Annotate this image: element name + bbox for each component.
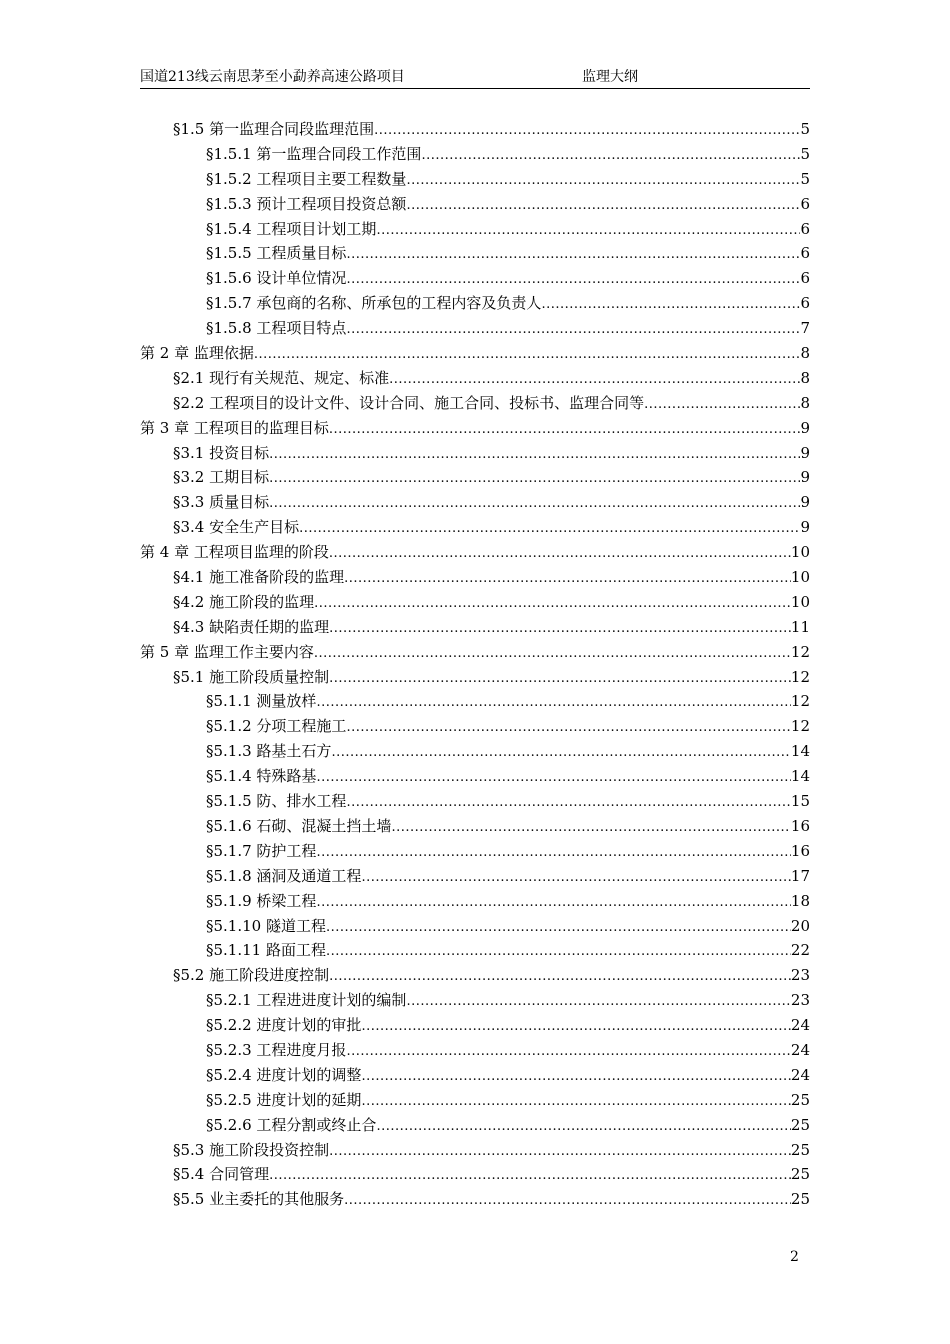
toc-dot-leader [329, 665, 791, 692]
toc-entry-label: §5.2.2 进度计划的审批 [206, 1016, 362, 1035]
toc-dot-leader [299, 515, 800, 542]
toc-dot-leader [376, 1113, 790, 1140]
toc-dot-leader [269, 441, 800, 468]
toc-dot-leader [406, 988, 790, 1015]
toc-entry-page-number: 6 [800, 244, 810, 263]
toc-dot-leader [346, 1038, 790, 1065]
toc-entry[interactable] [140, 839, 810, 864]
toc-dot-leader [316, 839, 790, 866]
toc-entry-page-number: 24 [790, 1065, 810, 1084]
toc-entry-label: §1.5 第一监理合同段监理范围 [173, 120, 375, 138]
toc-entry-page-number: 25 [790, 1140, 810, 1159]
toc-entry-page-number: 23 [790, 991, 810, 1010]
toc-dot-leader [316, 764, 790, 791]
toc-dot-leader [644, 391, 800, 418]
toc-entry-label: §1.5.4 工程项目计划工期 [206, 219, 377, 238]
toc-entry-label: §1.5.6 设计单位情况 [206, 269, 347, 288]
toc-dot-leader [344, 565, 791, 592]
toc-entry[interactable] [140, 988, 810, 1013]
toc-entry-label: §5.2.3 工程进度月报 [206, 1040, 347, 1059]
toc-entry[interactable] [140, 416, 810, 441]
toc-entry[interactable] [140, 864, 810, 889]
toc-dot-leader [389, 366, 800, 393]
toc-dot-leader [329, 540, 791, 567]
toc-dot-leader [361, 1013, 790, 1040]
toc-entry-page-number: 22 [790, 941, 810, 960]
toc-entry-label: §5.4 合同管理 [173, 1165, 270, 1184]
toc-dot-leader [269, 1162, 791, 1189]
toc-entry-page-number: 14 [790, 767, 810, 786]
toc-entry-label: §5.1.8 涵洞及通道工程 [206, 866, 362, 885]
toc-entry-label: §5.5 业主委托的其他服务 [173, 1190, 345, 1209]
toc-entry-label: §5.2.5 进度计划的延期 [206, 1090, 362, 1109]
toc-entry-page-number: 8 [800, 393, 810, 412]
toc-entry[interactable] [140, 391, 810, 416]
toc-dot-leader [329, 1138, 791, 1165]
toc-dot-leader [314, 640, 791, 667]
toc-entry-label: §5.1 施工阶段质量控制 [173, 667, 330, 686]
toc-entry-label: §1.5.2 工程项目主要工程数量 [206, 169, 407, 188]
toc-entry[interactable] [140, 341, 810, 366]
toc-entry[interactable] [140, 714, 810, 739]
toc-entry-page-number: 10 [790, 543, 810, 562]
toc-entry-label: §5.1.7 防护工程 [206, 841, 317, 860]
toc-entry-page-number: 5 [800, 120, 810, 138]
toc-entry[interactable] [140, 1063, 810, 1088]
toc-entry-label: §5.1.11 路面工程 [206, 941, 326, 960]
toc-entry[interactable] [140, 291, 810, 316]
toc-entry[interactable] [140, 914, 810, 939]
header-document-title: 监理大纲 [582, 69, 638, 85]
toc-entry[interactable] [140, 490, 810, 515]
toc-entry[interactable] [140, 366, 810, 391]
toc-dot-leader [269, 490, 800, 517]
toc-entry[interactable] [140, 167, 810, 192]
toc-entry-label: §5.1.10 隧道工程 [206, 916, 326, 935]
toc-entry-page-number: 20 [790, 916, 810, 935]
toc-entry-label: §5.1.9 桥梁工程 [206, 891, 317, 910]
toc-entry-label: 第 4 章 工程项目监理的阶段 [140, 543, 329, 562]
toc-dot-leader [361, 1088, 790, 1115]
toc-entry-page-number: 6 [800, 219, 810, 238]
toc-entry-label: §1.5.3 预计工程项目投资总额 [206, 194, 407, 213]
toc-entry-label: §5.1.1 测量放样 [206, 692, 317, 711]
toc-entry-page-number: 14 [790, 742, 810, 761]
toc-entry-page-number: 6 [800, 294, 810, 313]
toc-entry[interactable] [140, 192, 810, 217]
toc-dot-leader [326, 938, 791, 965]
toc-entry-page-number: 25 [790, 1190, 810, 1209]
toc-entry-label: §5.3 施工阶段投资控制 [173, 1140, 330, 1159]
toc-entry-label: §5.1.5 防、排水工程 [206, 792, 347, 811]
toc-entry-label: 第 3 章 工程项目的监理目标 [140, 418, 329, 437]
toc-entry[interactable] [140, 764, 810, 789]
toc-entry[interactable] [140, 889, 810, 914]
toc-entry[interactable] [140, 1113, 810, 1138]
toc-entry[interactable] [140, 1138, 810, 1163]
toc-entry[interactable] [140, 316, 810, 341]
toc-entry-page-number: 9 [800, 418, 810, 437]
toc-dot-leader [329, 615, 791, 642]
toc-entry-page-number: 9 [800, 518, 810, 537]
toc-dot-leader [374, 117, 800, 144]
toc-dot-leader [326, 914, 791, 941]
toc-dot-leader [346, 266, 800, 293]
toc-entry-label: §5.1.3 路基土石方 [206, 742, 332, 761]
toc-entry-page-number: 16 [790, 841, 810, 860]
toc-entry-page-number: 25 [790, 1090, 810, 1109]
toc-entry-label: §5.2.4 进度计划的调整 [206, 1065, 362, 1084]
toc-dot-leader [346, 241, 800, 268]
toc-entry[interactable] [140, 565, 810, 590]
toc-entry-label: §4.1 施工准备阶段的监理 [173, 568, 345, 587]
toc-entry-page-number: 5 [800, 169, 810, 188]
toc-dot-leader [329, 963, 791, 990]
toc-dot-leader [421, 142, 800, 169]
toc-entry-label: 第 2 章 监理依据 [140, 344, 254, 363]
toc-dot-leader [361, 1063, 790, 1090]
toc-entry[interactable] [140, 515, 810, 540]
toc-dot-leader [406, 167, 800, 194]
toc-entry[interactable] [140, 665, 810, 690]
toc-entry[interactable] [140, 1162, 810, 1187]
toc-entry[interactable] [140, 615, 810, 640]
toc-entry-page-number: 23 [790, 966, 810, 985]
toc-entry[interactable] [140, 689, 810, 714]
toc-entry-label: §1.5.8 工程项目特点 [206, 319, 347, 338]
toc-entry-page-number: 24 [790, 1040, 810, 1059]
table-of-contents [140, 117, 810, 1212]
toc-entry-page-number: 25 [790, 1165, 810, 1184]
toc-entry-page-number: 18 [790, 891, 810, 910]
page-header [140, 66, 810, 89]
toc-entry-label: §3.1 投资目标 [173, 443, 270, 462]
toc-entry-label: §3.3 质量目标 [173, 493, 270, 512]
toc-entry-label: §1.5.7 承包商的名称、所承包的工程内容及负责人 [206, 294, 542, 313]
toc-entry-page-number: 16 [790, 816, 810, 835]
toc-entry[interactable] [140, 142, 810, 167]
toc-dot-leader [331, 739, 790, 766]
toc-entry-label: §5.1.2 分项工程施工 [206, 717, 347, 736]
toc-entry[interactable] [140, 1088, 810, 1113]
toc-entry-label: §5.1.4 特殊路基 [206, 767, 317, 786]
toc-entry-page-number: 17 [790, 866, 810, 885]
toc-entry[interactable] [140, 241, 810, 266]
toc-entry-page-number: 10 [790, 592, 810, 611]
toc-dot-leader [391, 814, 790, 841]
toc-dot-leader [541, 291, 800, 318]
toc-entry-page-number: 10 [790, 568, 810, 587]
toc-dot-leader [254, 341, 801, 368]
toc-dot-leader [376, 217, 800, 244]
toc-entry-label: §5.2.1 工程进进度计划的编制 [206, 991, 407, 1010]
toc-dot-leader [344, 1187, 791, 1214]
toc-dot-leader [361, 864, 790, 891]
toc-entry-page-number: 9 [800, 468, 810, 487]
toc-entry-page-number: 12 [790, 642, 810, 661]
toc-entry-label: §1.5.5 工程质量目标 [206, 244, 347, 263]
toc-entry[interactable] [140, 1013, 810, 1038]
toc-entry-page-number: 7 [800, 319, 810, 338]
toc-entry[interactable] [140, 590, 810, 615]
toc-entry-label: §3.4 安全生产目标 [173, 518, 300, 537]
toc-entry[interactable] [140, 266, 810, 291]
toc-entry[interactable] [140, 963, 810, 988]
toc-entry[interactable] [140, 789, 810, 814]
toc-dot-leader [406, 192, 800, 219]
toc-dot-leader [346, 316, 800, 343]
toc-dot-leader [314, 590, 791, 617]
toc-entry[interactable] [140, 640, 810, 665]
toc-entry-label: 第 5 章 监理工作主要内容 [140, 642, 314, 661]
toc-entry-page-number: 12 [790, 667, 810, 686]
toc-entry-page-number: 6 [800, 269, 810, 288]
toc-entry-page-number: 6 [800, 194, 810, 213]
toc-entry-page-number: 8 [800, 344, 810, 363]
toc-entry[interactable] [140, 814, 810, 839]
toc-entry-label: §2.1 现行有关规范、规定、标准 [173, 368, 390, 387]
toc-entry[interactable] [140, 1038, 810, 1063]
toc-entry-page-number: 12 [790, 717, 810, 736]
toc-entry-label: §2.2 工程项目的设计文件、设计合同、施工合同、投标书、监理合同等 [173, 393, 645, 412]
toc-entry-label: §1.5.1 第一监理合同段工作范围 [206, 144, 422, 163]
toc-entry-label: §5.2.6 工程分割或终止合 [206, 1115, 377, 1134]
toc-dot-leader [346, 789, 790, 816]
toc-entry[interactable] [140, 1187, 810, 1212]
toc-entry-page-number: 5 [800, 144, 810, 163]
toc-dot-leader [269, 465, 800, 492]
toc-entry-label: §5.2 施工阶段进度控制 [173, 966, 330, 985]
toc-entry-label: §4.2 施工阶段的监理 [173, 592, 315, 611]
toc-entry-page-number: 9 [800, 443, 810, 462]
toc-entry-page-number: 8 [800, 368, 810, 387]
toc-dot-leader [346, 714, 790, 741]
toc-dot-leader [329, 416, 801, 443]
toc-dot-leader [316, 889, 790, 916]
toc-entry-page-number: 9 [800, 493, 810, 512]
toc-entry[interactable] [140, 217, 810, 242]
toc-entry-label: §4.3 缺陷责任期的监理 [173, 617, 330, 636]
toc-entry[interactable] [140, 540, 810, 565]
toc-entry-label: §3.2 工期目标 [173, 468, 270, 487]
header-project-title: 国道213线云南思茅至小勐养高速公路项目 [140, 69, 405, 85]
toc-entry-label: §5.1.6 石砌、混凝土挡土墙 [206, 816, 392, 835]
page-number: 2 [790, 1249, 799, 1265]
toc-entry-page-number: 24 [790, 1016, 810, 1035]
toc-entry[interactable] [140, 465, 810, 490]
toc-entry-page-number: 25 [790, 1115, 810, 1134]
toc-entry[interactable] [140, 441, 810, 466]
toc-dot-leader [316, 689, 790, 716]
toc-entry-page-number: 15 [790, 792, 810, 811]
toc-entry[interactable] [140, 739, 810, 764]
toc-entry[interactable] [140, 938, 810, 963]
toc-entry[interactable] [140, 117, 810, 142]
toc-entry-page-number: 11 [790, 617, 810, 636]
toc-entry-page-number: 12 [790, 692, 810, 711]
